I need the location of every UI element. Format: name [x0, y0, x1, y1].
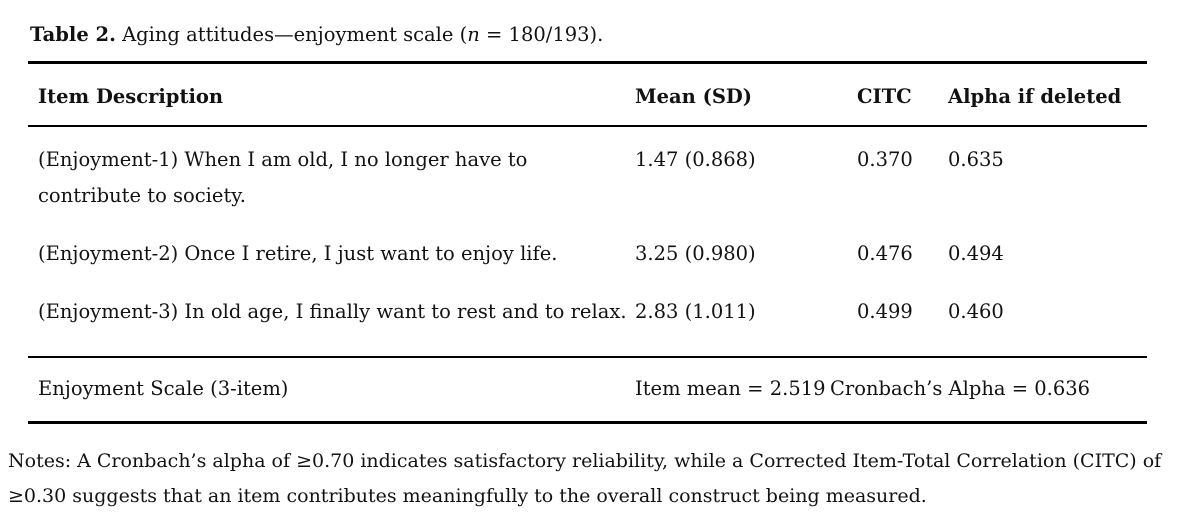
table-row: [28, 294, 1147, 330]
table-number: Table 2.: [30, 23, 116, 46]
sample-size-variable: n: [467, 23, 480, 46]
mean-sd-value: 2.83 (1.011): [635, 300, 756, 323]
item-description: (Enjoyment-2) Once I retire, I just want to enjoy life.: [38, 242, 558, 265]
table-summary-row: [28, 358, 1147, 424]
table-caption: [30, 22, 603, 47]
item-description: (Enjoyment-3) In old age, I finally want to rest and to relax.: [38, 300, 627, 323]
col-header-item-description: Item Description: [38, 85, 224, 108]
item-description: (Enjoyment-1) When I am old, I no longer have to contribute to society.: [38, 148, 528, 207]
alpha-if-deleted-value: 0.494: [948, 242, 1004, 265]
mean-sd-value: 3.25 (0.980): [635, 242, 756, 265]
col-header-alpha-if-deleted: Alpha if deleted: [948, 85, 1122, 108]
table-row: [28, 142, 1147, 214]
col-header-citc: CITC: [857, 85, 912, 108]
citc-value: 0.499: [857, 300, 913, 323]
alpha-if-deleted-value: 0.635: [948, 148, 1004, 171]
item-mean-value: Item mean = 2.519: [635, 377, 826, 400]
cronbach-alpha-value: Cronbach’s Alpha = 0.636: [830, 377, 1091, 400]
mean-sd-value: 1.47 (0.868): [635, 148, 756, 171]
table-notes: Notes: A Cronbach’s alpha of ≥0.70 indicates satisfactory reliability, while a Corrected Item-Total Correlation (CITC) of ≥0.30 suggests that an item contributes meaningfully to the overall construct being measured.: [8, 450, 1162, 507]
table-body: [28, 127, 1147, 358]
stats-table: [28, 61, 1147, 424]
citc-value: 0.476: [857, 242, 913, 265]
scale-label: Enjoyment Scale (3-item): [38, 377, 289, 400]
table-caption-text: Aging attitudes—enjoyment scale (: [115, 23, 468, 46]
citc-value: 0.370: [857, 148, 913, 171]
table-caption-suffix: = 180/193).: [479, 23, 604, 46]
alpha-if-deleted-value: 0.460: [948, 300, 1004, 323]
col-header-mean-sd: Mean (SD): [635, 85, 753, 108]
table-header-row: [28, 64, 1147, 127]
table-row: [28, 236, 1147, 272]
